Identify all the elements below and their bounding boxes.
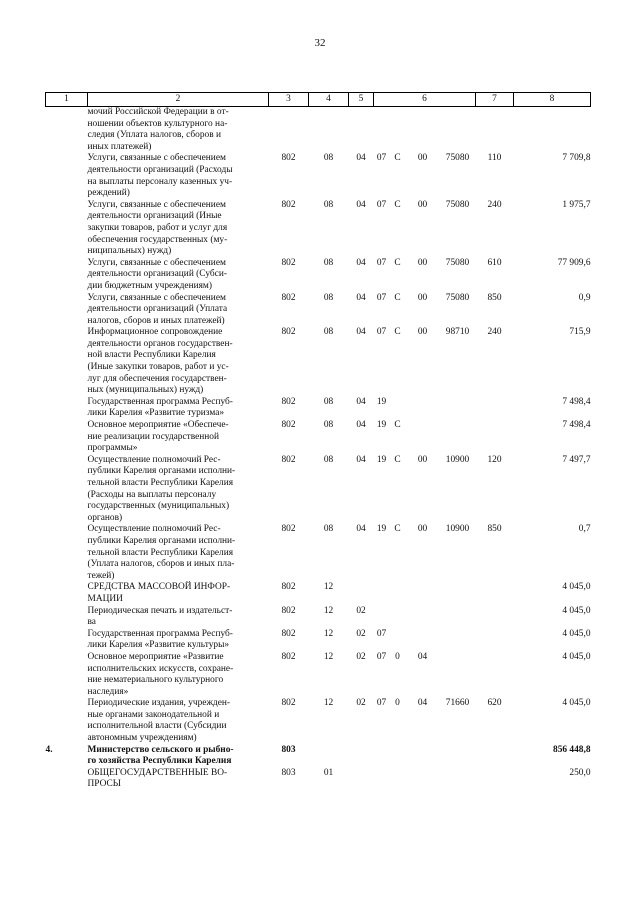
row-name: Министерство сельского и рыбно- го хозяйства Республики Карелия: [87, 744, 234, 767]
column-header: 3: [269, 93, 309, 107]
row-number: [46, 768, 88, 791]
row-number: [46, 327, 88, 397]
cell-target-event: 00: [417, 454, 428, 465]
cell-subsection: [349, 107, 374, 154]
cell-expense-type: 620: [487, 698, 502, 709]
cell-target-program: 07: [376, 698, 387, 709]
table-row: [46, 153, 591, 199]
cell-section: 12: [323, 628, 334, 639]
cell-subsection: 02: [356, 698, 366, 709]
row-number: [46, 524, 88, 582]
cell-expense-type: 120: [487, 454, 502, 465]
cell-subsection: 04: [356, 524, 366, 535]
cell-target-program: 19: [376, 524, 387, 535]
column-header: 5: [349, 93, 374, 107]
cell-target-event: [406, 629, 440, 652]
cell-target-subprogram: С: [394, 454, 401, 465]
table-row: [46, 582, 591, 605]
row-name: Услуги, связанные с обеспечением деятельности организаций (Уплата налогов, сборов и иных платежей): [87, 292, 228, 326]
cell-target-program: 19: [376, 396, 387, 407]
cell-target-direction: [440, 745, 476, 768]
cell-target-subprogram: [390, 768, 406, 791]
cell-target-program: 19: [376, 420, 387, 431]
cell-subsection: 02: [356, 651, 366, 662]
cell-grbs: 802: [281, 651, 296, 662]
cell-grbs: 802: [281, 153, 296, 164]
cell-target-event: 00: [417, 199, 428, 210]
cell-target-subprogram: С: [394, 292, 401, 303]
cell-target-subprogram: 0: [395, 651, 400, 662]
cell-target-event: [406, 582, 440, 605]
row-name: Основное мероприятие «Обеспече- ние реализации государственной программы»: [87, 420, 229, 454]
cell-expense-type: 610: [487, 257, 502, 268]
table-row: [46, 524, 591, 582]
table-row: [46, 745, 591, 768]
column-header: 4: [309, 93, 349, 107]
cell-target-subprogram: 0: [395, 698, 400, 709]
cell-target-program: 07: [376, 327, 387, 338]
cell-target-program: [374, 107, 390, 154]
column-header: 7: [476, 93, 514, 107]
cell-subsection: 04: [356, 420, 366, 431]
cell-amount: 250,0: [569, 767, 591, 778]
table-row: [46, 606, 591, 629]
cell-amount: 4 045,0: [562, 582, 591, 593]
cell-target-event: 00: [417, 327, 428, 338]
cell-target-program: [374, 582, 390, 605]
cell-amount: 856 448,8: [553, 744, 591, 755]
cell-target-program: 19: [376, 454, 387, 465]
cell-section: 08: [323, 257, 334, 268]
row-name: ОБЩЕГОСУДАРСТВЕННЫЕ ВО- ПРОСЫ: [87, 767, 228, 790]
cell-target-direction: [440, 652, 476, 698]
cell-expense-type: [476, 420, 514, 455]
cell-expense-type: 110: [487, 153, 502, 164]
cell-section: 12: [323, 582, 334, 593]
cell-target-event: [406, 107, 440, 154]
cell-target-program: 07: [376, 199, 387, 210]
cell-target-direction: 71660: [445, 698, 470, 709]
row-number: [46, 652, 88, 698]
cell-target-program: [374, 745, 390, 768]
cell-grbs: [269, 107, 309, 154]
cell-section: 08: [323, 396, 334, 407]
row-name: Осуществление полномочий Рес- публики Карелия органами исполни- тельной власти Республики Карелия (Расходы на выплаты персоналу государственных (муниципальных) органов): [87, 454, 236, 523]
cell-section: 08: [323, 199, 334, 210]
cell-target-direction: 98710: [445, 327, 470, 338]
table-row: [46, 768, 591, 791]
cell-subsection: [349, 745, 374, 768]
cell-amount: 7 709,8: [562, 153, 591, 164]
cell-expense-type: [476, 582, 514, 605]
cell-amount: 1 975,7: [562, 199, 591, 210]
table-row: [46, 420, 591, 455]
cell-expense-type: 850: [487, 524, 502, 535]
cell-target-direction: [440, 107, 476, 154]
cell-target-subprogram: С: [394, 420, 401, 431]
cell-grbs: 802: [281, 292, 296, 303]
cell-subsection: [349, 768, 374, 791]
cell-grbs: 802: [281, 199, 296, 210]
row-number: [46, 153, 88, 199]
cell-target-direction: [440, 629, 476, 652]
row-name: Услуги, связанные с обеспечением деятельности организаций (Субси- дии бюджетным учреждениям): [87, 257, 227, 291]
cell-subsection: 04: [356, 257, 366, 268]
row-name: Информационное сопровождение деятельности органов государствен- ной власти Республики Карелия (Иные закупки товаров, работ и ус- луг для обеспечения государствен- ных (муниципальных) нужд): [87, 327, 233, 396]
budget-table: [45, 92, 591, 791]
cell-target-subprogram: [390, 397, 406, 420]
cell-amount: 4 045,0: [562, 605, 591, 616]
cell-target-direction: [440, 582, 476, 605]
cell-subsection: 04: [356, 199, 366, 210]
cell-section: 08: [323, 153, 334, 164]
cell-target-subprogram: С: [394, 327, 401, 338]
cell-amount: 7 498,4: [562, 420, 591, 431]
cell-amount: 77 909,6: [557, 257, 591, 268]
cell-target-direction: 75080: [445, 257, 470, 268]
cell-section: [309, 745, 349, 768]
cell-grbs: 803: [281, 767, 296, 778]
cell-expense-type: 850: [487, 292, 502, 303]
cell-target-program: 07: [376, 257, 387, 268]
table-row: [46, 293, 591, 328]
cell-target-program: 07: [376, 651, 387, 662]
cell-grbs: 802: [281, 396, 296, 407]
cell-target-subprogram: С: [394, 153, 401, 164]
cell-target-event: 04: [417, 651, 428, 662]
table-row: [46, 629, 591, 652]
cell-target-direction: [440, 420, 476, 455]
row-number: [46, 397, 88, 420]
cell-target-direction: [440, 397, 476, 420]
cell-target-direction: 75080: [445, 153, 470, 164]
table-body: [46, 107, 591, 792]
cell-target-event: 00: [417, 524, 428, 535]
cell-subsection: 02: [356, 605, 366, 616]
table-row: [46, 652, 591, 698]
cell-target-event: [406, 606, 440, 629]
cell-expense-type: [476, 397, 514, 420]
page-number: 32: [314, 37, 326, 49]
column-header: 8: [514, 93, 591, 107]
cell-target-subprogram: [390, 582, 406, 605]
cell-subsection: 04: [356, 153, 366, 164]
cell-grbs: 802: [281, 257, 296, 268]
row-name: Периодическая печать и издательст- ва: [87, 605, 233, 628]
cell-section: [309, 107, 349, 154]
row-number: 4.: [45, 744, 53, 755]
cell-target-direction: 10900: [445, 454, 470, 465]
cell-target-event: [406, 768, 440, 791]
cell-amount: 7 498,4: [562, 396, 591, 407]
cell-target-direction: [440, 606, 476, 629]
cell-expense-type: 240: [487, 327, 502, 338]
cell-target-subprogram: [390, 745, 406, 768]
row-name: Услуги, связанные с обеспечением деятельности организаций (Расходы на выплаты персоналу казенных уч- реждений): [87, 153, 233, 199]
row-name: Государственная программа Респуб- лики Карелия «Развитие культуры»: [87, 628, 233, 651]
cell-section: 08: [323, 292, 334, 303]
cell-amount: 0,7: [578, 524, 591, 535]
cell-target-event: [406, 397, 440, 420]
row-number: [46, 293, 88, 328]
cell-target-program: 07: [376, 628, 387, 639]
cell-target-subprogram: [390, 629, 406, 652]
cell-target-subprogram: С: [394, 257, 401, 268]
cell-grbs: 802: [281, 582, 296, 593]
cell-amount: 0,9: [578, 292, 591, 303]
row-number: [46, 258, 88, 293]
column-header: 2: [88, 93, 269, 107]
cell-subsection: 04: [356, 454, 366, 465]
cell-subsection: [349, 582, 374, 605]
row-name: Услуги, связанные с обеспечением деятельности организаций (Иные закупки товаров, работ и услуг для обеспечения государственных (му- ниципальных) нужд): [87, 199, 228, 257]
table-row: [46, 455, 591, 525]
cell-target-subprogram: С: [394, 199, 401, 210]
cell-grbs: 802: [281, 628, 296, 639]
cell-target-event: [406, 745, 440, 768]
cell-section: 12: [323, 651, 334, 662]
row-number: [46, 606, 88, 629]
cell-amount: [514, 107, 591, 154]
cell-target-direction: 10900: [445, 524, 470, 535]
cell-grbs: 802: [281, 454, 296, 465]
table-row: [46, 107, 591, 154]
table-row: [46, 200, 591, 258]
cell-expense-type: [476, 652, 514, 698]
cell-amount: 715,9: [569, 327, 591, 338]
cell-target-program: 07: [376, 292, 387, 303]
cell-section: 12: [323, 605, 334, 616]
cell-target-subprogram: С: [394, 524, 401, 535]
cell-grbs: 802: [281, 698, 296, 709]
cell-grbs: 803: [281, 744, 296, 755]
table-row: [46, 258, 591, 293]
cell-expense-type: [476, 745, 514, 768]
cell-grbs: 802: [281, 420, 296, 431]
cell-target-subprogram: [390, 107, 406, 154]
row-name: Периодические издания, учрежден- ные органами законодательной и исполнительной власти (Субсидии автономным учреждениям): [87, 698, 231, 744]
column-header: 1: [46, 93, 88, 107]
cell-target-event: 00: [417, 292, 428, 303]
cell-amount: 7 497,7: [562, 454, 591, 465]
cell-grbs: 802: [281, 605, 296, 616]
cell-amount: 4 045,0: [562, 698, 591, 709]
row-name: Осуществление полномочий Рес- публики Карелия органами исполни- тельной власти Республики Карелия (Уплата налогов, сборов и иных пла- тежей): [87, 524, 236, 581]
row-number: [46, 698, 88, 744]
cell-target-event: 00: [417, 257, 428, 268]
cell-target-event: 00: [417, 153, 428, 164]
table-header: [46, 93, 591, 107]
cell-target-direction: 75080: [445, 292, 470, 303]
cell-section: 08: [323, 454, 334, 465]
cell-target-event: [406, 420, 440, 455]
cell-amount: 4 045,0: [562, 651, 591, 662]
cell-target-subprogram: [390, 606, 406, 629]
cell-section: 12: [323, 698, 334, 709]
table-row: [46, 327, 591, 397]
row-name: Государственная программа Респуб- лики Карелия «Развитие туризма»: [87, 396, 233, 419]
cell-section: 08: [323, 420, 334, 431]
cell-target-program: [374, 768, 390, 791]
cell-grbs: 802: [281, 327, 296, 338]
cell-target-direction: 75080: [445, 199, 470, 210]
cell-target-program: [374, 606, 390, 629]
cell-target-program: 07: [376, 153, 387, 164]
cell-grbs: 802: [281, 524, 296, 535]
row-number: [46, 107, 88, 154]
row-number: [46, 455, 88, 525]
cell-section: 08: [323, 524, 334, 535]
cell-subsection: 04: [356, 292, 366, 303]
row-name: Основное мероприятие «Развитие исполнительских искусств, сохране- ние нематериального культурного наследия»: [87, 651, 234, 697]
cell-target-event: 04: [417, 698, 428, 709]
cell-section: 01: [323, 767, 334, 778]
table-row: [46, 397, 591, 420]
cell-expense-type: 240: [487, 199, 502, 210]
row-number: [46, 582, 88, 605]
cell-expense-type: [476, 629, 514, 652]
table-row: [46, 698, 591, 744]
column-header: 6: [374, 93, 476, 107]
row-number: [46, 629, 88, 652]
row-number: [46, 420, 88, 455]
cell-expense-type: [476, 606, 514, 629]
cell-amount: 4 045,0: [562, 628, 591, 639]
cell-target-direction: [440, 768, 476, 791]
cell-subsection: 04: [356, 396, 366, 407]
row-name: мочий Российской Федерации в от- ношении объектов культурного на- следия (Уплата налогов, сборов и иных платежей): [87, 107, 229, 152]
cell-expense-type: [476, 768, 514, 791]
cell-subsection: 02: [356, 628, 366, 639]
cell-expense-type: [476, 107, 514, 154]
row-name: СРЕДСТВА МАССОВОЙ ИНФОР- МАЦИИ: [87, 582, 231, 604]
cell-subsection: 04: [356, 327, 366, 338]
row-number: [46, 200, 88, 258]
cell-section: 08: [323, 327, 334, 338]
